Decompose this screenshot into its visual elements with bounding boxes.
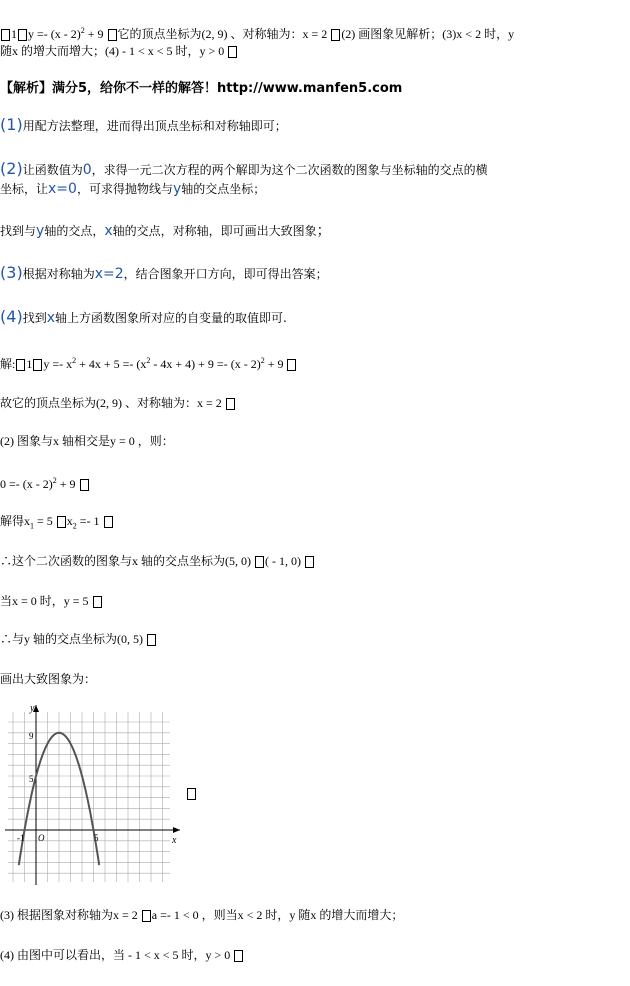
step-text: 找到与	[0, 224, 37, 238]
solution-label: 解:	[0, 357, 16, 371]
missing-glyph-icon	[226, 398, 235, 410]
analysis-step-1: (1)用配方法整理，进而得出顶点坐标和对称轴即可；	[0, 115, 287, 134]
missing-glyph-icon	[33, 359, 42, 371]
analysis-step-3: (3)根据对称轴为x=2，结合图象开口方向，即可得出答案；	[0, 263, 328, 282]
step-text: 让函数值为	[22, 163, 83, 177]
equation: =- 1	[79, 514, 100, 528]
missing-glyph-icon	[108, 29, 117, 41]
answer-parts: (2) 画图象见解析；(3)x < 2 时，y	[341, 27, 515, 41]
missing-glyph-icon	[228, 46, 237, 58]
conclusion-3: (3) 根据图象对称轴为x = 2	[0, 908, 138, 922]
equation: 解得x	[0, 514, 31, 528]
missing-glyph-icon	[16, 359, 25, 371]
answer-line-1: 1 y =- (x - 2)$^2$ + 9 它的顶点坐标为(2, 9) 、对称轴为：x = 2 (2) 画图象见解析；(3)x < 2 时，y	[0, 22, 514, 43]
equation-tail: + 9	[87, 27, 104, 41]
missing-glyph-icon	[104, 516, 113, 528]
solution-line-1: 解: 1 $y =- x^2 + 4x + 5 =- (x^2 - 4x + 4) + 9 =- (x - 2)^2 + 9$	[0, 352, 297, 373]
step-number: 3	[6, 263, 17, 282]
tick-label-x5: 5	[94, 833, 99, 843]
step-text: 轴的交点坐标；	[181, 182, 266, 196]
solution-line-8	[0, 630, 157, 648]
equation: 0 =- (x - 2)	[0, 477, 53, 491]
missing-glyph-icon	[255, 556, 264, 568]
solution-line-4: 0 =- (x - 2)$^2$ + 9	[0, 472, 90, 493]
part-number: 1	[26, 357, 33, 371]
y-intercept-point: ∴与y 轴的交点坐标为(0, 5)	[0, 632, 143, 646]
math-y: y	[172, 181, 182, 197]
math-x: x	[46, 310, 55, 326]
y-intercept-statement: 当x = 0 时，y = 5	[0, 594, 89, 608]
missing-glyph-icon	[142, 910, 151, 922]
missing-glyph-icon	[80, 479, 89, 491]
step-text: 坐标，让	[0, 182, 49, 196]
x-axis-label: x	[172, 835, 177, 846]
analysis-step-4: (4)找到x轴上方函数图象所对应的自变量的取值即可.	[0, 307, 287, 326]
step-text: ；	[316, 223, 331, 239]
math-y: y	[36, 223, 45, 239]
answer-line-2	[0, 42, 238, 60]
equation: + 4x + 5 =- (x	[79, 357, 147, 371]
math-x: x	[104, 223, 113, 239]
analysis-step-2: (2)让函数值为0，求得一元二次方程的两个解即为这个二次函数的图象与坐标轴的交点的横	[0, 159, 488, 178]
step-text: .	[283, 311, 287, 325]
tick-label-5: 5	[29, 774, 34, 784]
vertex-statement: 故它的顶点坐标为(2, 9) 、对称轴为：x = 2	[0, 396, 222, 410]
equation: y =- (x - 2)	[28, 27, 81, 41]
step-text: 轴的交点，	[44, 224, 105, 238]
step-number: 1	[6, 115, 17, 134]
missing-glyph-icon	[305, 556, 314, 568]
missing-glyph-icon	[18, 29, 27, 41]
solution-line-10	[0, 906, 403, 924]
vertex-statement: 它的顶点坐标为(2, 9) 、对称轴为：x = 2	[117, 27, 328, 41]
solution-line-3: (2) 图象与x 轴相交是y = 0 ，则：	[0, 434, 174, 448]
math-x0: x=0	[48, 181, 77, 197]
part-number: 1	[11, 27, 17, 41]
solution-line-7	[0, 592, 103, 610]
math-zero: 0	[82, 162, 92, 178]
missing-glyph-icon	[287, 359, 296, 371]
missing-glyph-icon	[1, 29, 10, 41]
solution-line-9: 画出大致图象为：	[0, 672, 97, 686]
step-text: 轴的交点，对称轴，即可画出大致图象	[112, 224, 317, 238]
analysis-header: 【解析】满分5，给你不一样的解答！http://www.manfen5.com	[0, 81, 403, 96]
analysis-step-2-line-3	[0, 222, 331, 240]
equation: = 5	[37, 514, 53, 528]
answer-continuation: 随x 的增大而增大；(4) - 1 < x < 5 时，y > 0	[0, 44, 225, 58]
equation: y =- x	[43, 357, 73, 371]
solution-line-5: 解得$x_1 = 5$ $x_2 =- 1$	[0, 512, 114, 535]
conclusion-4: (4) 由图中可以看出，当 - 1 < x < 5 时，y > 0	[0, 948, 231, 962]
missing-glyph-icon	[57, 516, 66, 528]
tick-label-9: 9	[29, 731, 34, 741]
solution-line-2	[0, 394, 236, 412]
equation: + 9	[59, 477, 76, 491]
step-text: 找到	[22, 311, 47, 325]
equation: x	[66, 514, 73, 528]
solution-line-6	[0, 552, 315, 570]
conclusion-3-tail: a =- 1 < 0 ，则当x < 2 时，y 随x 的增大而增大；	[151, 908, 404, 922]
step-text: 用配方法整理，进而得出顶点坐标和对称轴即可；	[22, 119, 287, 133]
step-text: ，求得一元二次方程的两个解即为这个二次函数的图象与坐标轴的交点的横	[91, 163, 488, 177]
equation: - 4x + 4) + 9 =- (x - 2)	[153, 357, 261, 371]
step-text: 轴上方函数图象所对应的自变量的取值即可	[55, 311, 284, 325]
y-axis-label: y	[30, 703, 35, 714]
solution-line-11	[0, 946, 244, 964]
analysis-step-2-line-2	[0, 180, 265, 198]
missing-glyph-icon	[331, 29, 340, 41]
tick-label-neg1: -1	[17, 833, 25, 843]
intersection-statement: ∴这个二次函数的图象与x 轴的交点坐标为(5, 0)	[0, 554, 251, 568]
missing-glyph-icon	[93, 596, 102, 608]
step-text: ，结合图象开口方向，即可得出答案；	[123, 267, 328, 281]
math-x2: x=2	[94, 266, 124, 282]
intersection-point: ( - 1, 0)	[265, 554, 301, 568]
step-text: ，可求得抛物线与	[76, 182, 173, 196]
missing-glyph-icon	[187, 788, 196, 800]
parabola-graph	[0, 700, 200, 890]
origin-label: O	[38, 833, 45, 843]
step-number: 2	[6, 159, 17, 178]
missing-glyph-icon	[234, 950, 243, 962]
x-axis-arrow-icon	[173, 827, 180, 833]
missing-glyph-icon	[147, 634, 156, 646]
equation: + 9	[267, 357, 284, 371]
step-text: 根据对称轴为	[22, 267, 95, 281]
step-number: 4	[6, 307, 17, 326]
